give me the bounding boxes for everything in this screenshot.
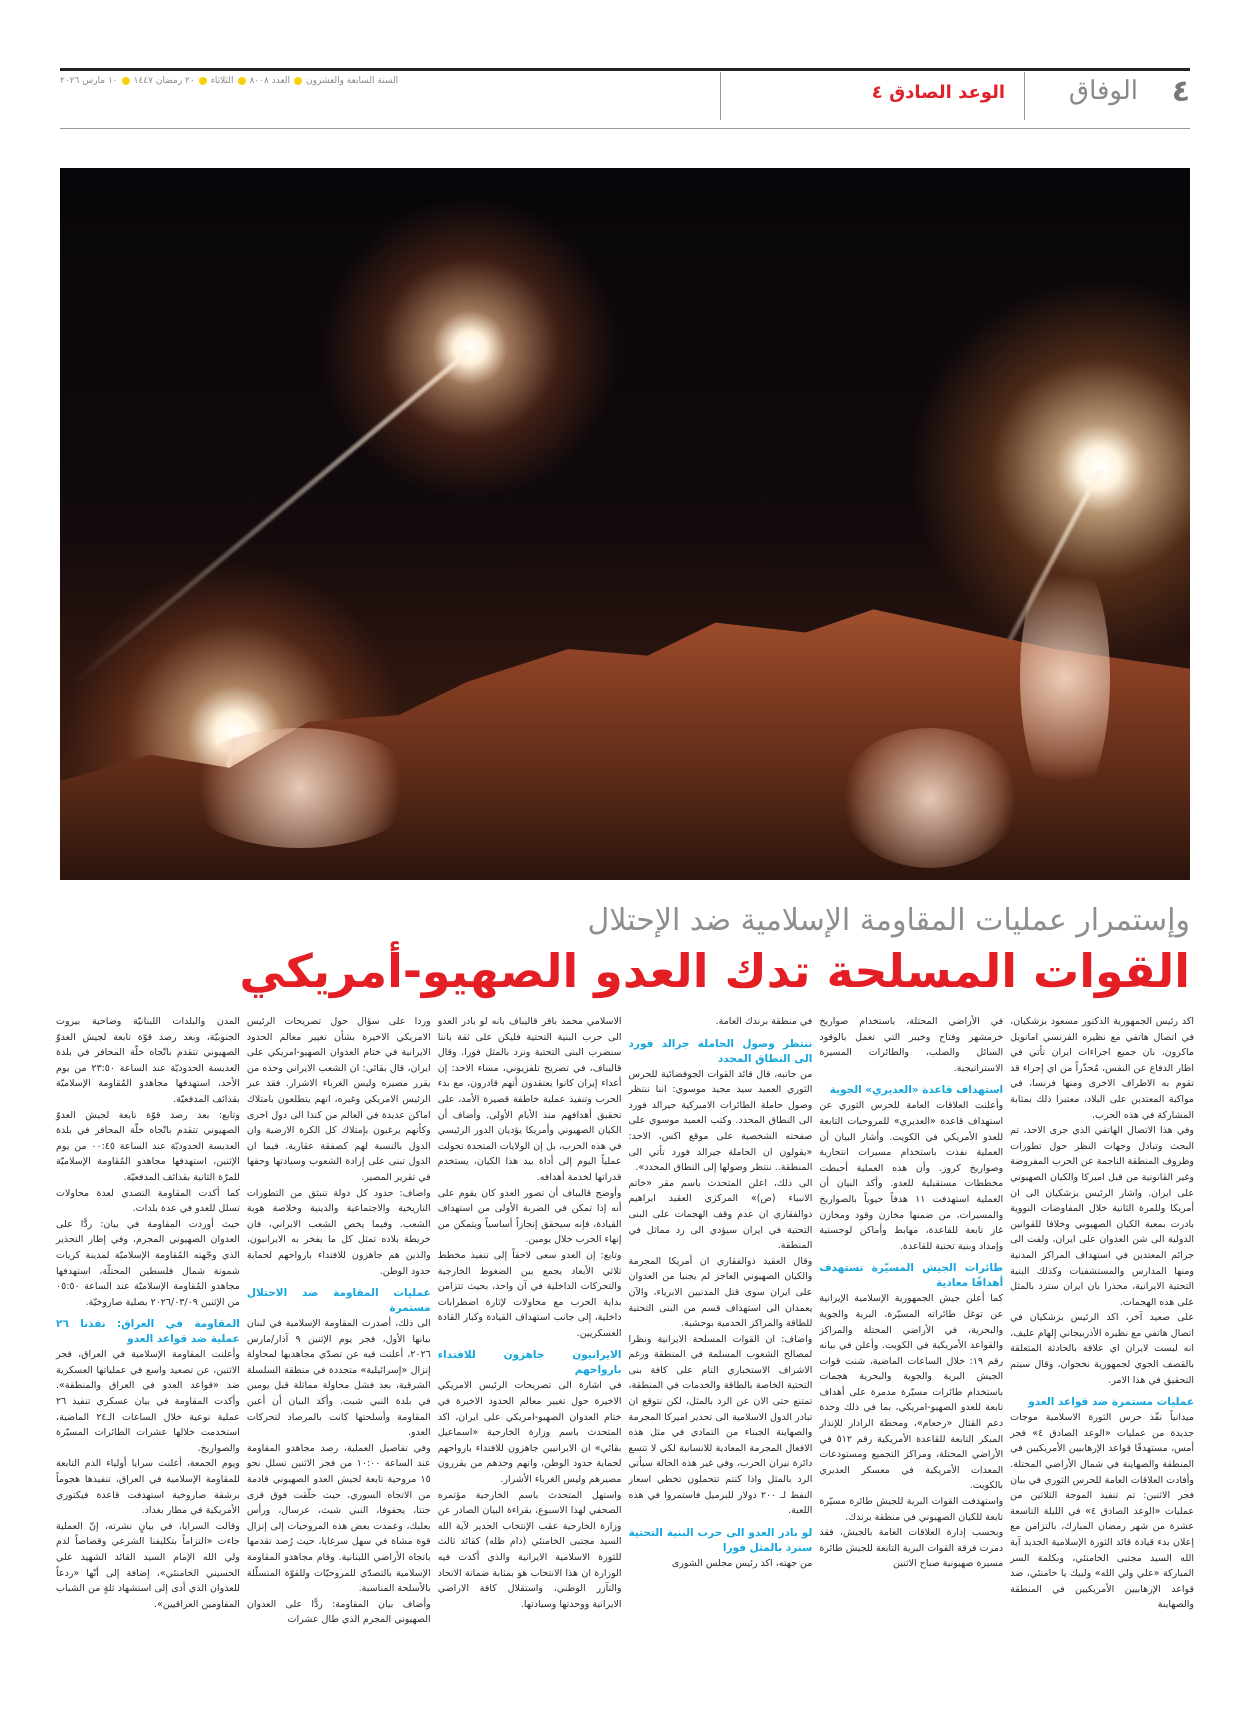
paragraph: في منطقة برندك العامة. [715, 1016, 813, 1027]
dateline-year: السنة السابعة والعشرون [306, 76, 399, 86]
paragraph: وأوضح قاليباف أن تصور العدو كان يقوم على أنه إذا تمكن في الضربة الأولى من استهداف القيادة، فإنه سيحقق إنجازاً أساسياً ويتمكن من إنهاء الحرب خلال يومين. [437, 1187, 622, 1246]
smoke-column [1020, 548, 1110, 808]
paragraph: واضاف: ان القوات المسلحة الايرانية ونظرا لمصالح الشعوب المسلمة في المنطقة ورغم الاشراف الاستخباري التام على كافة بنى التحتية الخاصة بالطاقة والخدمات في المنطقة، تمتنع حتى الان عن الرد بالمثل، لكن نتوقع ان تبادر الدول الاسلامية الى تحذير اميركا المجرمة والصهاينة الجبناء من التمادي في مثل هذه الافعال المجرمة المعادية للانسانية لكي لا تتسع دائرة نيران الحرب، وفي غير هذه الحالة سيأتي الرد بالمثل واذا كنتم تتحملون تخطي اسعار النفط لـ ٢٠٠ دولار للبرميل فاستمروا في هذه اللعبة. [628, 1333, 813, 1517]
paragraph: وفي تفاصيل العملية، رصد مجاهدو المقاومة عند الساعة ١٠:٠٠ من فجر الاثنين تسلل نحو ١٥ مروحية تابعة لجيش العدو الصهيوني قادمة من الاتجاه السوري، حيث حلّقت فوق قرى جنتا، يحفوفا، النبي شيث، عرسال، ورأس بعلبك، وعمدت بعض هذه المروحيات إلى إنزال قوة مشاة في سهل سرغايا، حيث رُصد تقدمها باتجاه الأراضي اللبنانية. وقام مجاهدو المقاومة الإسلامية بالتصدّي للمروحيّات وللقوّة المتسلّلة بالأسلحة المناسبة. [246, 1442, 431, 1595]
paragraph: ميدانياً نفّذ حرس الثورة الاسلامية موجات جديدة من عمليات «الوعد الصادق ٤» فجر أمس، مستهدفًا قواعد الإرهابيين الأمريكيين في المنطقة والصهاينة في شمال الأراضي المحتلة. وأفادت العلاقات العامة للحرس الثوري في بيان فجر الاثنين: تم تنفيذ الموجة الثلاثين من عمليات «الوعد الصادق ٤» في الليلة التاسعة عشرة من شهر رمضان المبارك، بالتزامن مع إعلان بدء قيادة قائد الثورة الإسلامية الجديد آية الله السيد مجتبى الخامنئي، وبكلمة السر المباركة «علي ولي الله» ولبيك يا خامنئي، ضد قواعد الإرهابيين الأمريكيين في المنطقة والصهاينة [1010, 1412, 1195, 1611]
article-columns [56, 1014, 1194, 1628]
dot-separator-icon [294, 77, 302, 85]
article-column [819, 1014, 1003, 1628]
paragraph: وتابع: إن العدو سعى لاحقاً إلى تنفيذ مخطط ثلاثي الأبعاد يجمع بين الضغوط الخارجية والتحركات الداخلية في آن واحد، بحيث تتزامن بداية الحرب مع محاولات لإثارة اضطرابات داخلية، إلى جانب استهداف القيادة وكبار القادة العسكريين. [437, 1249, 622, 1339]
dateline-gregorian: ١٠ مارس ٢٠٢٦ [60, 76, 118, 86]
paragraph: وأعلنت العلاقات العامة للحرس الثوري عن استهداف قاعدة «العديري» للمروحيات التابعة للعدو الأمريكي في الكويت. وأشار البيان أن العملية نفذت باستخدام مسيرات انتحارية وصواريخ كروز. وأن هذه العملية أحبطت مخططات مستقبلية للعدو. وأكد البيان أن العملية استهدفت ١١ هدفاً حيوياً بالصواريخ والمسيرات، من ضمنها مخازن وقود ومخازن غاز تابعة للقاعدة، مهابط وأماكن لوجستية وإمداد وبنية تحتية للقاعدة. [819, 1100, 1004, 1252]
article-column [1010, 1014, 1194, 1628]
paragraph: وقال العقيد ذوالفقاري ان أمريكا المجرمة والكيان الصهيوني العاجز لم يجنيا من العدوان على ايران سوى قتل المدنيين الابرياء، والآن يعمدان الى استهداف قسم من البنى التحتية للطاقة والمراكز الخدمية بوحشية. [628, 1255, 813, 1330]
paragraph: ويوم الجمعة، أعلنت سرايا أولياء الدم التابعة للمقاومة الإسلامية في العراق، تنفيذها هجوماً برشقة صاروخية استهدفت قاعدة فيكتوري الأمريكية في مطار بغداد. [56, 1458, 240, 1517]
paragraph: حيث أوردت المقاومة في بيان: ردًّا على العدوان الصهيوني المجرم، وفي إطار التحذير الذي وجّهته المُقاومة الإسلاميّة لمدينة كريات شمونة شمال فلسطين المحتلّة، استهدفها مجاهدو المُقاومة الإسلاميّة عند الساعة ٠٥:٥٠ من الإثنين ٢٠٢٦/٠٣/٠٩ بصلية صاروخيّة. [56, 1218, 240, 1308]
divider [1024, 72, 1025, 120]
header-bottom-rule [60, 128, 1190, 129]
paragraph: في الأراضي المحتلة، باستخدام صواريخ خرمشهر وفتاح وخيبر التي تعمل بالوقود السائل والصلب، والطائرات المسيرة الاستراتيجية. [819, 1016, 1004, 1074]
paragraph: وتابع: بعد رصد قوّة تابعة لجيش العدوّ الصهيوني تتقدم باتّجاه خلّة المحافر في بلدة العديسة الحدوديّة عند الساعة ٠٠:٤٥ من يوم الإثنين، استهدفها مجاهدو المُقاومة الإسلاميّة للمرّة الثانية بقذائف المدفعيّة. [56, 1109, 240, 1183]
subheading: لو بادر العدو الى حرب البنية التحتية سنرد بالمثل فورا [628, 1526, 813, 1554]
subheading: عمليات مستمرة ضد قواعد العدو [1028, 1396, 1194, 1409]
dot-separator-icon [238, 77, 246, 85]
header-rule [60, 68, 1190, 71]
paragraph: من جانبه، قال قائد القوات الجوفضائية للحرس الثوري العميد سيد مجيد موسوي: اننا ننتظر وصول حاملة الطائرات الاميركية جيرالد فورد الى النطاق المحدد. وكتب العميد موسوي على صفحته الشخصية على موقع اكس، الاحد: «يقولون ان الحاملة جيرالد فورد تأتي الى المنطقة.. ننتظر وصولها إلى النطاق المحدد». [628, 1068, 813, 1174]
paragraph: على صعيد آخر، اكد الرئيس بزشكيان في اتصال هاتفي مع نظيره الأذربيجاني إلهام عليف، انه ليست لايران اي علاقة بالحادثة المتعلقة بالقصف الجوي لجمهورية نخجوان، وقال سيتم التحقيق في هذا الامر. [1010, 1312, 1194, 1386]
subheading: طائرات الجيش المسيّرة تستهدف أهدافًا معادية [819, 1262, 1004, 1290]
subheading: المقاومة في العراق: نفذنا ٢٦ عملية ضد قواعد العدو [56, 1318, 240, 1346]
paragraph: من جهته، اكد رئيس مجلس الشورى [671, 1557, 813, 1569]
dot-separator-icon [199, 77, 207, 85]
dot-separator-icon [122, 77, 130, 85]
article-column [247, 1014, 431, 1628]
paragraph: اكد رئيس الجمهورية الدكتور مسعود بزشكيان، في اتصال هاتفي مع نظيره الفرنسي امانويل ماكرون، بان جميع اجراءات ايران تأتي في اطار الدفاع عن النفس، مُحذّراً من اي إجراء قد تقوم به الاطراف الاخرى ومنها فرنسا، في مواكبة المعتدين على البلاد، معتبرا ذلك بمثابة المشاركة في هذه الحرب. [1010, 1016, 1194, 1121]
page-number: ٤ [1171, 74, 1190, 109]
paragraph: وأضاف بيان المقاومة: ردًّا على العدوان الصهيوني المجرم الذي طال عشرات [246, 1598, 431, 1626]
paragraph: الاسلامي محمد باقر قاليباف بانه لو بادر العدو الى حرب البنية التحتية فليكن على ثقة باننا سنضرب البنى التحتية ونرد بالمثل فورا. وقال قاليباف، في تصريح تلفزيوني، مساء الاحد: إن أعداء إيران كانوا يعتقدون أنهم قادرون، مع بدء الحرب وتنفيذ عملية خاطفة قصيرة الأمد، على تحقيق أهدافهم منذ الأيام الأولى. وأضاف أن الكيان الصهيوني وأمريكا يؤديان الدور الرئيسي في هذه الحرب، بل إن الولايات المتحدة تحولت عملياً اليوم إلى أداة بيد هذا الكيان، يستخدم قدراتها لخدمة أهدافه. [437, 1016, 622, 1183]
paragraph: وأعلنت المقاومة الإسلامية في العراق، فجر الاثنين، عن تصعيد واسع في عملياتها العسكرية ضد «قواعد العدو في العراق والمنطقة». وأكدت المقاومة في بيان عسكري تنفيذ ٢٦ عملية نوعية خلال الساعات الـ٢٤ الماضية، استخدمت خلالها عشرات الطائرات المسيّرة والصواريخ. [56, 1349, 240, 1454]
newspaper-logo: الوفاق [1068, 76, 1138, 106]
dateline-issue: العدد ٨٠٠٨ [249, 76, 291, 86]
smoke-cloud [180, 728, 420, 848]
article-column [629, 1014, 813, 1628]
article-column [56, 1014, 240, 1628]
dateline-hijri: ٢٠ رمضان ١٤٤٧ [133, 76, 195, 86]
paragraph: وبحسب إدارة العلاقات العامة بالجيش، فقد دمرت فرقة القوات البرية التابعة للجيش طائرة مسيرة صهيونية صباح الاثنين [819, 1527, 1004, 1570]
smoke-cloud [840, 728, 1020, 868]
dateline [60, 76, 398, 86]
subheading: عمليات المقاومة ضد الاحتلال مستمرة [246, 1287, 431, 1315]
paragraph: وقالت السرايا، في بيانٍ نشرته، إنّ العملية جاءت «التزاماً بتكليفنا الشرعي وقصاصاً لدم ولي الله الإمام السيد القائد الشهيد علي الحسيني الخامنئي»، إضافة إلى أنّها «ردعاً للعدوان الذي أدى إلى استشهاد ثلةٍ من الشباب المقاومين العراقيين». [56, 1520, 240, 1610]
paragraph: في اشارة الى تصريحات الرئيس الامريكي الاخيرة حول تغيير معالم الحدود الاخيرة في ختام العدوان الصهيو-امريكي على ايران، اكد المتحدث باسم وزارة الخارجية «اسماعيل بقائي» ان الايرانيين جاهزون للافتداء بارواحهم لحماية حدود الوطن، وانهم وحدهم من يقررون مصيرهم وليس الغرباء الأشرار. [437, 1380, 622, 1486]
divider [720, 72, 721, 120]
paragraph: المدن والبلدات اللبنانيّة وضاحية بيروت الجنوبيّة، وبعد رصد قوّة تابعة لجيش العدوّ الصهيوني تتقدم باتّجاه خلّة المحافر في بلدة العديسة الحدوديّة عند الساعة ٢٣:٥٠ من يوم الأحد، استهدفها مجاهدو المُقاومة الإسلاميّة بقذائف المدفعيّة. [56, 1016, 240, 1105]
paragraph: وردا على سؤال حول تصريحات الرئيس الامريكي الاخيرة بشأن تغيير معالم الحدود الايرانية في ختام العدوان الصهيو-امريكي على ايران، قال بقائي: ان الشعب الايراني وحده من يقرر مصيره وليس الغرباء الاشرار. فقد عبر الرئيس الامريكي وغيره، انهم يتطلعون بامتلاك اماكن عديدة في العالم من كندا الى دول اخرى وكأنهم يرغبون بإمتلاك كل الكرة الارضية وان الدول بالنسبة لهم كصفقة عقارية. فيما ان الدول تبنى على إرادة الشعوب وسيادتها وحقها في تقرير المصير. [246, 1016, 431, 1183]
paragraph: الى ذلك، أصدرت المقاومة الإسلامية في لبنان بيانها الأول، فجر يوم الإثنين ٩ آذار/مارس ٢٠٢٦، أعلنت فيه عن تصدّي مجاهديها لمحاولة إنزال «إسرائيلية» متجددة في منطقة السلسلة الشرقية، بعد فشل محاولة مماثلة قبل يومين في بلدة النبي شيت. وأكد البيان أن أعين المقاومة وأسلحتها كانت بالمرصاد لتحركات العدو. [246, 1318, 431, 1439]
paragraph: كما أعلن جيش الجمهورية الإسلامية الإيرانية عن توغل طائراته المسيّرة، البرية والجوية والبحرية، في الأراضي المحتلة والمراكز والقواعد الأمريكية في الكويت. وأعلن في بيانه رقم ١٩: خلال الساعات الماضية، شنت قوات الجيش البرية والجوية والبحرية هجمات باستخدام طائرات مسيّرة مدمرة على أهداف تابعة للعدو الصهيو-امريكي، بما في ذلك وحدة دعم القتال «رحعام»، ومحطة الرادار للإنذار المبكر التابعة للقاعدة الأمريكية رقم ٥١٢ في الأراضي المحتلة، ومراكز التجميع ومستودعات المعدات الأمريكية في معسكر العديري بالكويت. [819, 1293, 1004, 1492]
missile-launch-photo [60, 168, 1190, 880]
article-subtitle: وإستمرار عمليات المقاومة الإسلامية ضد الإحتلال [587, 903, 1190, 938]
paragraph: الى ذلك، اعلن المتحدث باسم مقر «خاتم الانبياء (ص)» المركزي العقيد ابراهيم ذوالفقاري ان عدم وقف الهجمات على البنى التحتية في ايران سيؤدي الى رد مماثل في المنطقة. [628, 1177, 813, 1252]
paragraph: وفي هذا الاتصال الهاتفي الذي جرى الاحد، تم البحث وتبادل وجهات النظر حول تطورات وظروف المنطقة الناجمة عن الحرب المفروضة وغير القانونية من قبل اميركا والكيان الصهيوني على ايران. واشار الرئيس بزشكيان الى ان أمريكا وللمرة الثانية خلال المفاوضات النووية بادرت بمعية الكيان الصهيوني وخلافا للقوانين الدولية الى شن العدوان على ايران، ولفت الى جرائم المعتدين في استهداف المراكز المدنية ومنها المدارس والمستشفيات وكذلك البنية التحتية الايرانية، محذرا بان ايران سترد بالمثل على هذه الهجمات. [1010, 1125, 1194, 1308]
dateline-day: الثلاثاء [210, 76, 234, 86]
subheading: ننتظر وصول الحاملة جرالد فورد الى النطاق المحدد [628, 1037, 813, 1065]
section-title: الوعد الصادق ٤ [871, 82, 1005, 103]
missile-trail [70, 349, 472, 687]
subheading: استهداف قاعدة «العديري» الجوية [829, 1084, 1004, 1097]
subheading: الايرانيون جاهزون للافتداء بارواحهم [437, 1349, 622, 1377]
paragraph: واستهدفت القوات البرية للجيش طائرة مسيّرة تابعة للكيان الصهيوني في منطقة برندك. [819, 1496, 1004, 1523]
paragraph: واستهل المتحدث باسم الخارجية مؤتمره الصحفي لهذا الاسبوع، بقراءة البيان الصادر عن وزارة الخارجية عقب الإنتخاب الجدير لآية الله السيد مجتبى الخامنئي (دام ظله) كقائد ثالث للثورة الاسلامية الايرانية والذي أكدت فيه الوزارة ان هذا الانتخاب هو بمثابة ضمانة الاتحاد والتآزر الوطني، واستقلال كافة الاراضي الايرانية ووحدتها وسيادتها. [437, 1489, 622, 1610]
article-column [438, 1014, 622, 1628]
paragraph: واضاف: حدود كل دولة تنبثق من التطورات التاريخية والاجتماعية والدينية وخلاصة هوية الشعب. وفيما يخص الشعب الايراني، فان خريطة بلاده تمثل كل ما يفخر به الايرانيون، والذين هم جاهزون للافتداء بارواحهم لحماية حدود الوطن. [246, 1187, 431, 1277]
paragraph: كما أكدت المقاومة التصدي لعدة محاولات تسلل للعدو في عدة بلدات. [56, 1187, 240, 1215]
article-headline: القوات المسلحة تدك العدو الصهيو-أمريكي [239, 944, 1190, 998]
